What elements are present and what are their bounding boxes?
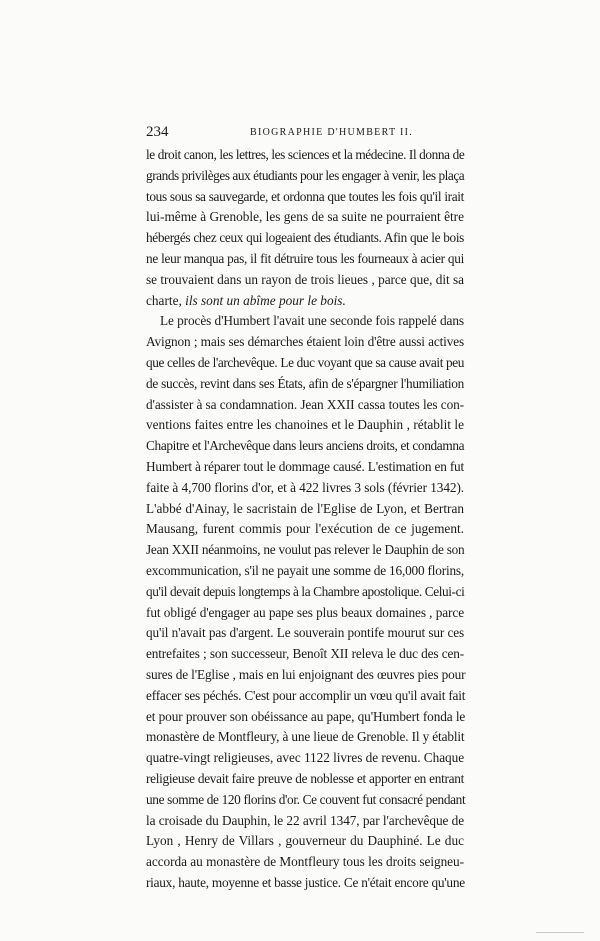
scan-mark-divider (536, 932, 584, 933)
text-line: Jean XXII néanmoins, ne voulut pas relever le Dauphin de son (146, 542, 465, 558)
text-line: accorda au monastère de Montfleury tous les droits seigneu- (146, 854, 464, 870)
text-line: sures de l'Eglise , mais en lui enjoignant des œuvres pies pour (146, 666, 466, 682)
text-line: entrefaites ; son successeur, Benoît XII releva le duc des cen- (146, 646, 464, 662)
text-line: qu'il devait depuis longtemps à la Chambre apostolique. Celui-ci (146, 583, 465, 599)
text-line: fut obligé d'engager au pape ses plus beaux domaines , parce (146, 604, 464, 620)
paragraph-2 (146, 311, 464, 893)
text-line: Mausang, furent commis pour l'exécution de ce jugement. (146, 521, 464, 537)
running-head: BIOGRAPHIE D'HUMBERT II. (250, 127, 414, 138)
text-line: riaux, haute, moyenne et basse justice. Ce n'était encore qu'une (146, 874, 465, 890)
running-header (146, 124, 464, 144)
text-line: hébergés chez ceux qui logeaient des étudiants. Afin que le bois (146, 230, 464, 246)
text-line: religieuse devait faire preuve de noblesse et apporter en entrant (146, 770, 464, 786)
text-line: tous sous sa sauvegarde, et ordonna que toutes les fois qu'il irait (146, 188, 464, 204)
text-line: ventions faites entre les chanoines et le Dauphin , rétablit le (146, 417, 464, 433)
text-line: lui-même à Grenoble, les gens de sa suite ne pourraient être (146, 209, 464, 225)
text-run: charte, (146, 292, 186, 308)
text-line: excommunication, s'il ne payait une somme de 16,000 florins, (146, 562, 464, 578)
text-line: d'assister à sa condamnation. Jean XXII cassa toutes les con- (146, 396, 464, 412)
text-line (146, 291, 464, 312)
italic-quote: ils sont un abîme pour le bois. (185, 292, 346, 308)
text-line: le droit canon, les lettres, les sciences et la médecine. Il donna de (146, 147, 465, 162)
text-line: Lyon , Henry de Villars , gouverneur du Dauphiné. Le duc (146, 833, 464, 849)
text-line: une somme de 120 florins d'or. Ce couvent fut consacré pendant (146, 791, 466, 807)
text-line: Avignon ; mais ses démarches étaient loin d'être aussi actives (146, 334, 464, 350)
text-line: quatre-vingt religieuses, avec 1122 livres de revenu. Chaque (146, 750, 465, 766)
text-line: monastère de Montfleury, à une lieue de Grenoble. Il y établit (146, 729, 465, 745)
text-line: que celles de l'archevêque. Le duc voyant que sa cause avait peu (146, 354, 464, 370)
text-line: effacer ses péchés. C'est pour accomplir un vœu qu'il avait fait (146, 687, 466, 703)
page-number: 234 (146, 124, 169, 140)
text-line: qu'il n'avait pas d'argent. Le souverain pontife mourut sur ces (146, 625, 464, 641)
text-line: se trouvaient dans un rayon de trois lieues , parce que, dit sa (146, 271, 464, 287)
text-line: Chapitre et l'Archevêque dans leurs anciens droits, et condamna (146, 438, 465, 454)
text-line: grands privilèges aux étudiants pour les engager à venir, les plaça (146, 167, 465, 183)
text-line: faite à 4,700 florins d'or, et à 422 livres 3 sols (février 1342). (146, 479, 464, 495)
text-line: L'abbé d'Ainay, le sacristain de l'Eglise de Lyon, et Bertran (146, 500, 464, 516)
text-line: Humbert à réparer tout le dommage causé. L'estimation en fut (146, 458, 464, 474)
text-line: la croisade du Dauphin, le 22 avril 1347, par l'archevêque de (146, 812, 464, 828)
text-line: Le procès d'Humbert l'avait une seconde fois rappelé dans (160, 313, 464, 329)
text-line: de succès, revint dans ses États, afin de s'épargner l'humiliation (146, 375, 464, 391)
paragraph-1 (146, 145, 464, 311)
text-line: ne leur manqua pas, il fit détruire tous les fourneaux à acier qui (146, 250, 464, 266)
text-line: et pour prouver son obéissance au pape, qu'Humbert fonda le (146, 708, 466, 724)
body-text (146, 145, 464, 894)
